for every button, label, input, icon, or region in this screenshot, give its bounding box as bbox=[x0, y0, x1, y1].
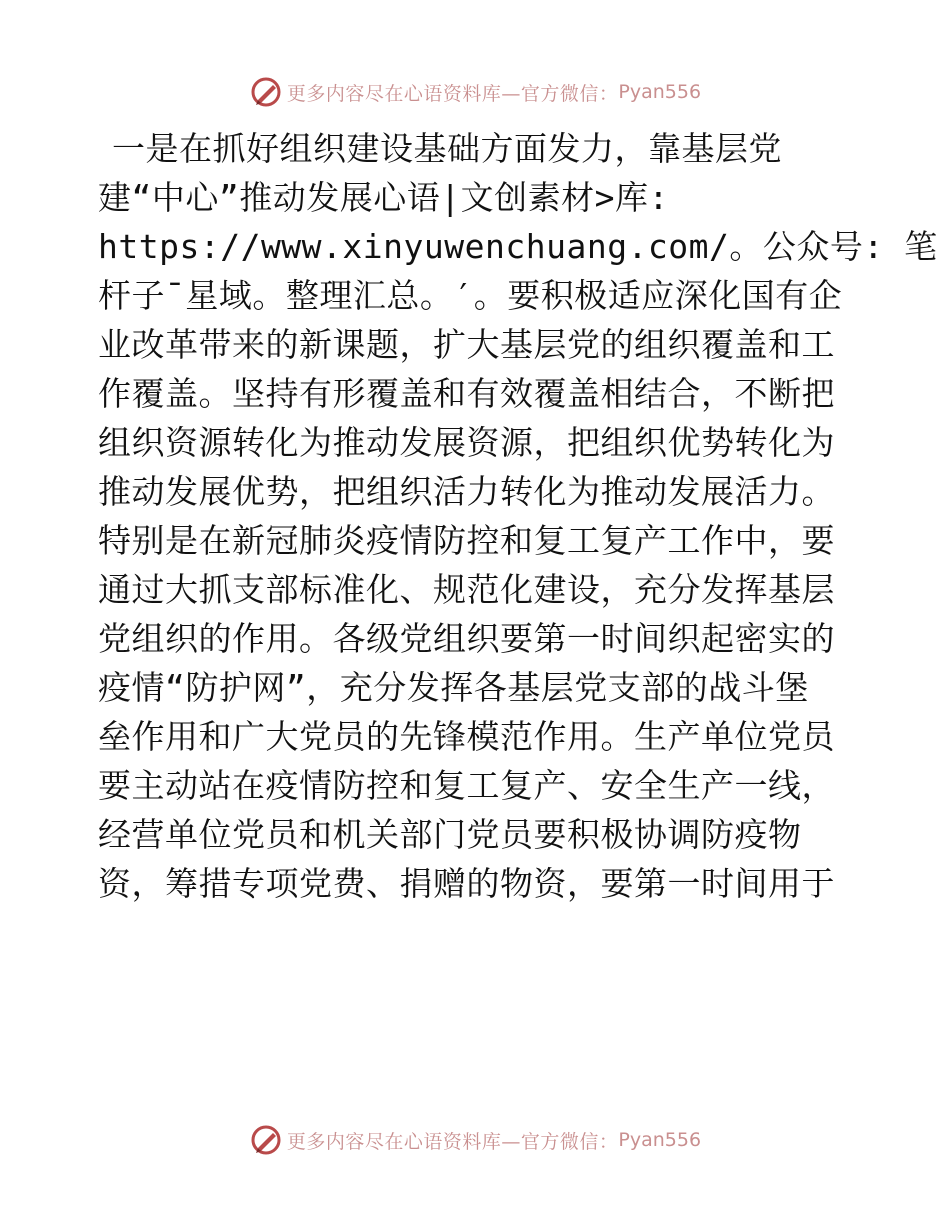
body-line: 组织资源转化为推动发展资源，把组织优势转化为 bbox=[98, 423, 835, 462]
body-line: 经营单位党员和机关部门党员要积极协调防疫物 bbox=[98, 815, 802, 854]
body-line: 党组织的作用。各级党组织要第一时间织起密实的 bbox=[98, 619, 835, 658]
watermark-contact: Pyan556 bbox=[618, 1129, 702, 1151]
body-line: 要主动站在疫情防控和复工复产、安全生产一线， bbox=[98, 766, 835, 805]
footer-watermark bbox=[0, 1120, 950, 1160]
body-line: 疫情“防护网”，充分发挥各基层党支部的战斗堡 bbox=[98, 668, 809, 707]
body-line: 通过大抓支部标准化、规范化建设，充分发挥基层 bbox=[98, 570, 835, 609]
body-line: https://www.xinyuwenchuang.com/。公众号: 笔 bbox=[98, 227, 938, 266]
body-line: 一是在抓好组织建设基础方面发力，靠基层党 bbox=[112, 129, 782, 168]
body-line: 建“中心”推动发展心语|文创素材>库: bbox=[98, 178, 669, 217]
body-line: 资，筹措专项党费、捐赠的物资，要第一时间用于 bbox=[98, 864, 835, 903]
body-line: 垒作用和广大党员的先锋模范作用。生产单位党员 bbox=[98, 717, 835, 756]
body-line: 推动发展优势，把组织活力转化为推动发展活力。 bbox=[98, 472, 835, 511]
body-line: 作覆盖。坚持有形覆盖和有效覆盖相结合，不断把 bbox=[98, 374, 835, 413]
watermark-text: 更多内容尽在心语资料库—官方微信： bbox=[286, 82, 619, 105]
article-body bbox=[98, 124, 938, 908]
body-line: 特别是在新冠肺炎疫情防控和复工复产工作中，要 bbox=[98, 521, 835, 560]
pen-logo-icon bbox=[249, 75, 283, 109]
watermark-contact: Pyan556 bbox=[618, 81, 702, 103]
body-line: 业改革带来的新课题，扩大基层党的组织覆盖和工 bbox=[98, 325, 835, 364]
watermark-text: 更多内容尽在心语资料库—官方微信： bbox=[286, 1130, 619, 1153]
header-watermark bbox=[0, 72, 950, 112]
body-line: 杆子¯星域。整理汇总。′。要积极适应深化国有企 bbox=[98, 276, 843, 315]
pen-logo-icon bbox=[249, 1123, 283, 1157]
